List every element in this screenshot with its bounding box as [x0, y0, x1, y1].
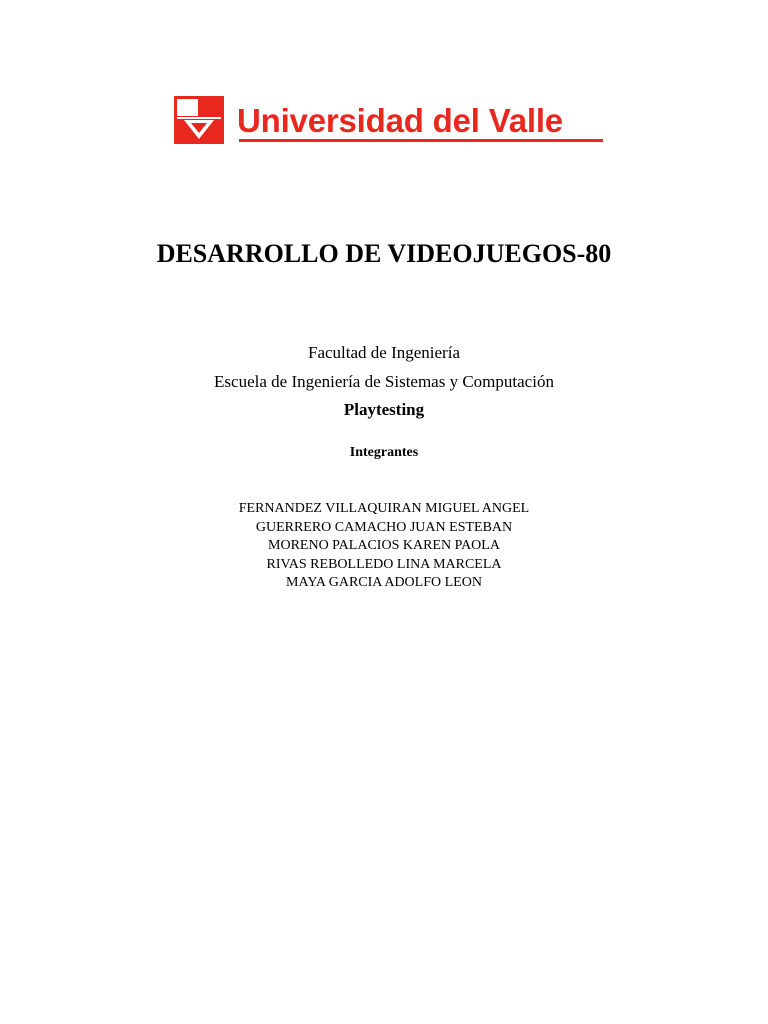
- members-list: [0, 500, 768, 593]
- member-name: MAYA GARCIA ADOLFO LEON: [286, 575, 482, 590]
- university-name: Universidad del Valle: [237, 102, 563, 139]
- member-name: RIVAS REBOLLEDO LINA MARCELA: [266, 556, 502, 572]
- member-name: FERNANDEZ VILLAQUIRAN MIGUEL ANGEL: [238, 501, 530, 516]
- university-name-underline: [239, 139, 603, 142]
- faculty-name: Facultad de Ingeniería: [308, 343, 460, 362]
- document-title: DESARROLLO DE VIDEOJUEGOS-80: [156, 239, 612, 268]
- member-name: MORENO PALACIOS KAREN PAOLA: [268, 538, 500, 553]
- member-name: GUERRERO CAMACHO JUAN ESTEBAN: [255, 519, 513, 535]
- document-topic: Playtesting: [343, 400, 425, 419]
- univalle-logo-mark-icon: [174, 96, 224, 144]
- university-logo: [174, 96, 604, 146]
- members-heading: Integrantes: [349, 445, 419, 460]
- school-name: Escuela de Ingeniería de Sistemas y Computación: [214, 372, 554, 391]
